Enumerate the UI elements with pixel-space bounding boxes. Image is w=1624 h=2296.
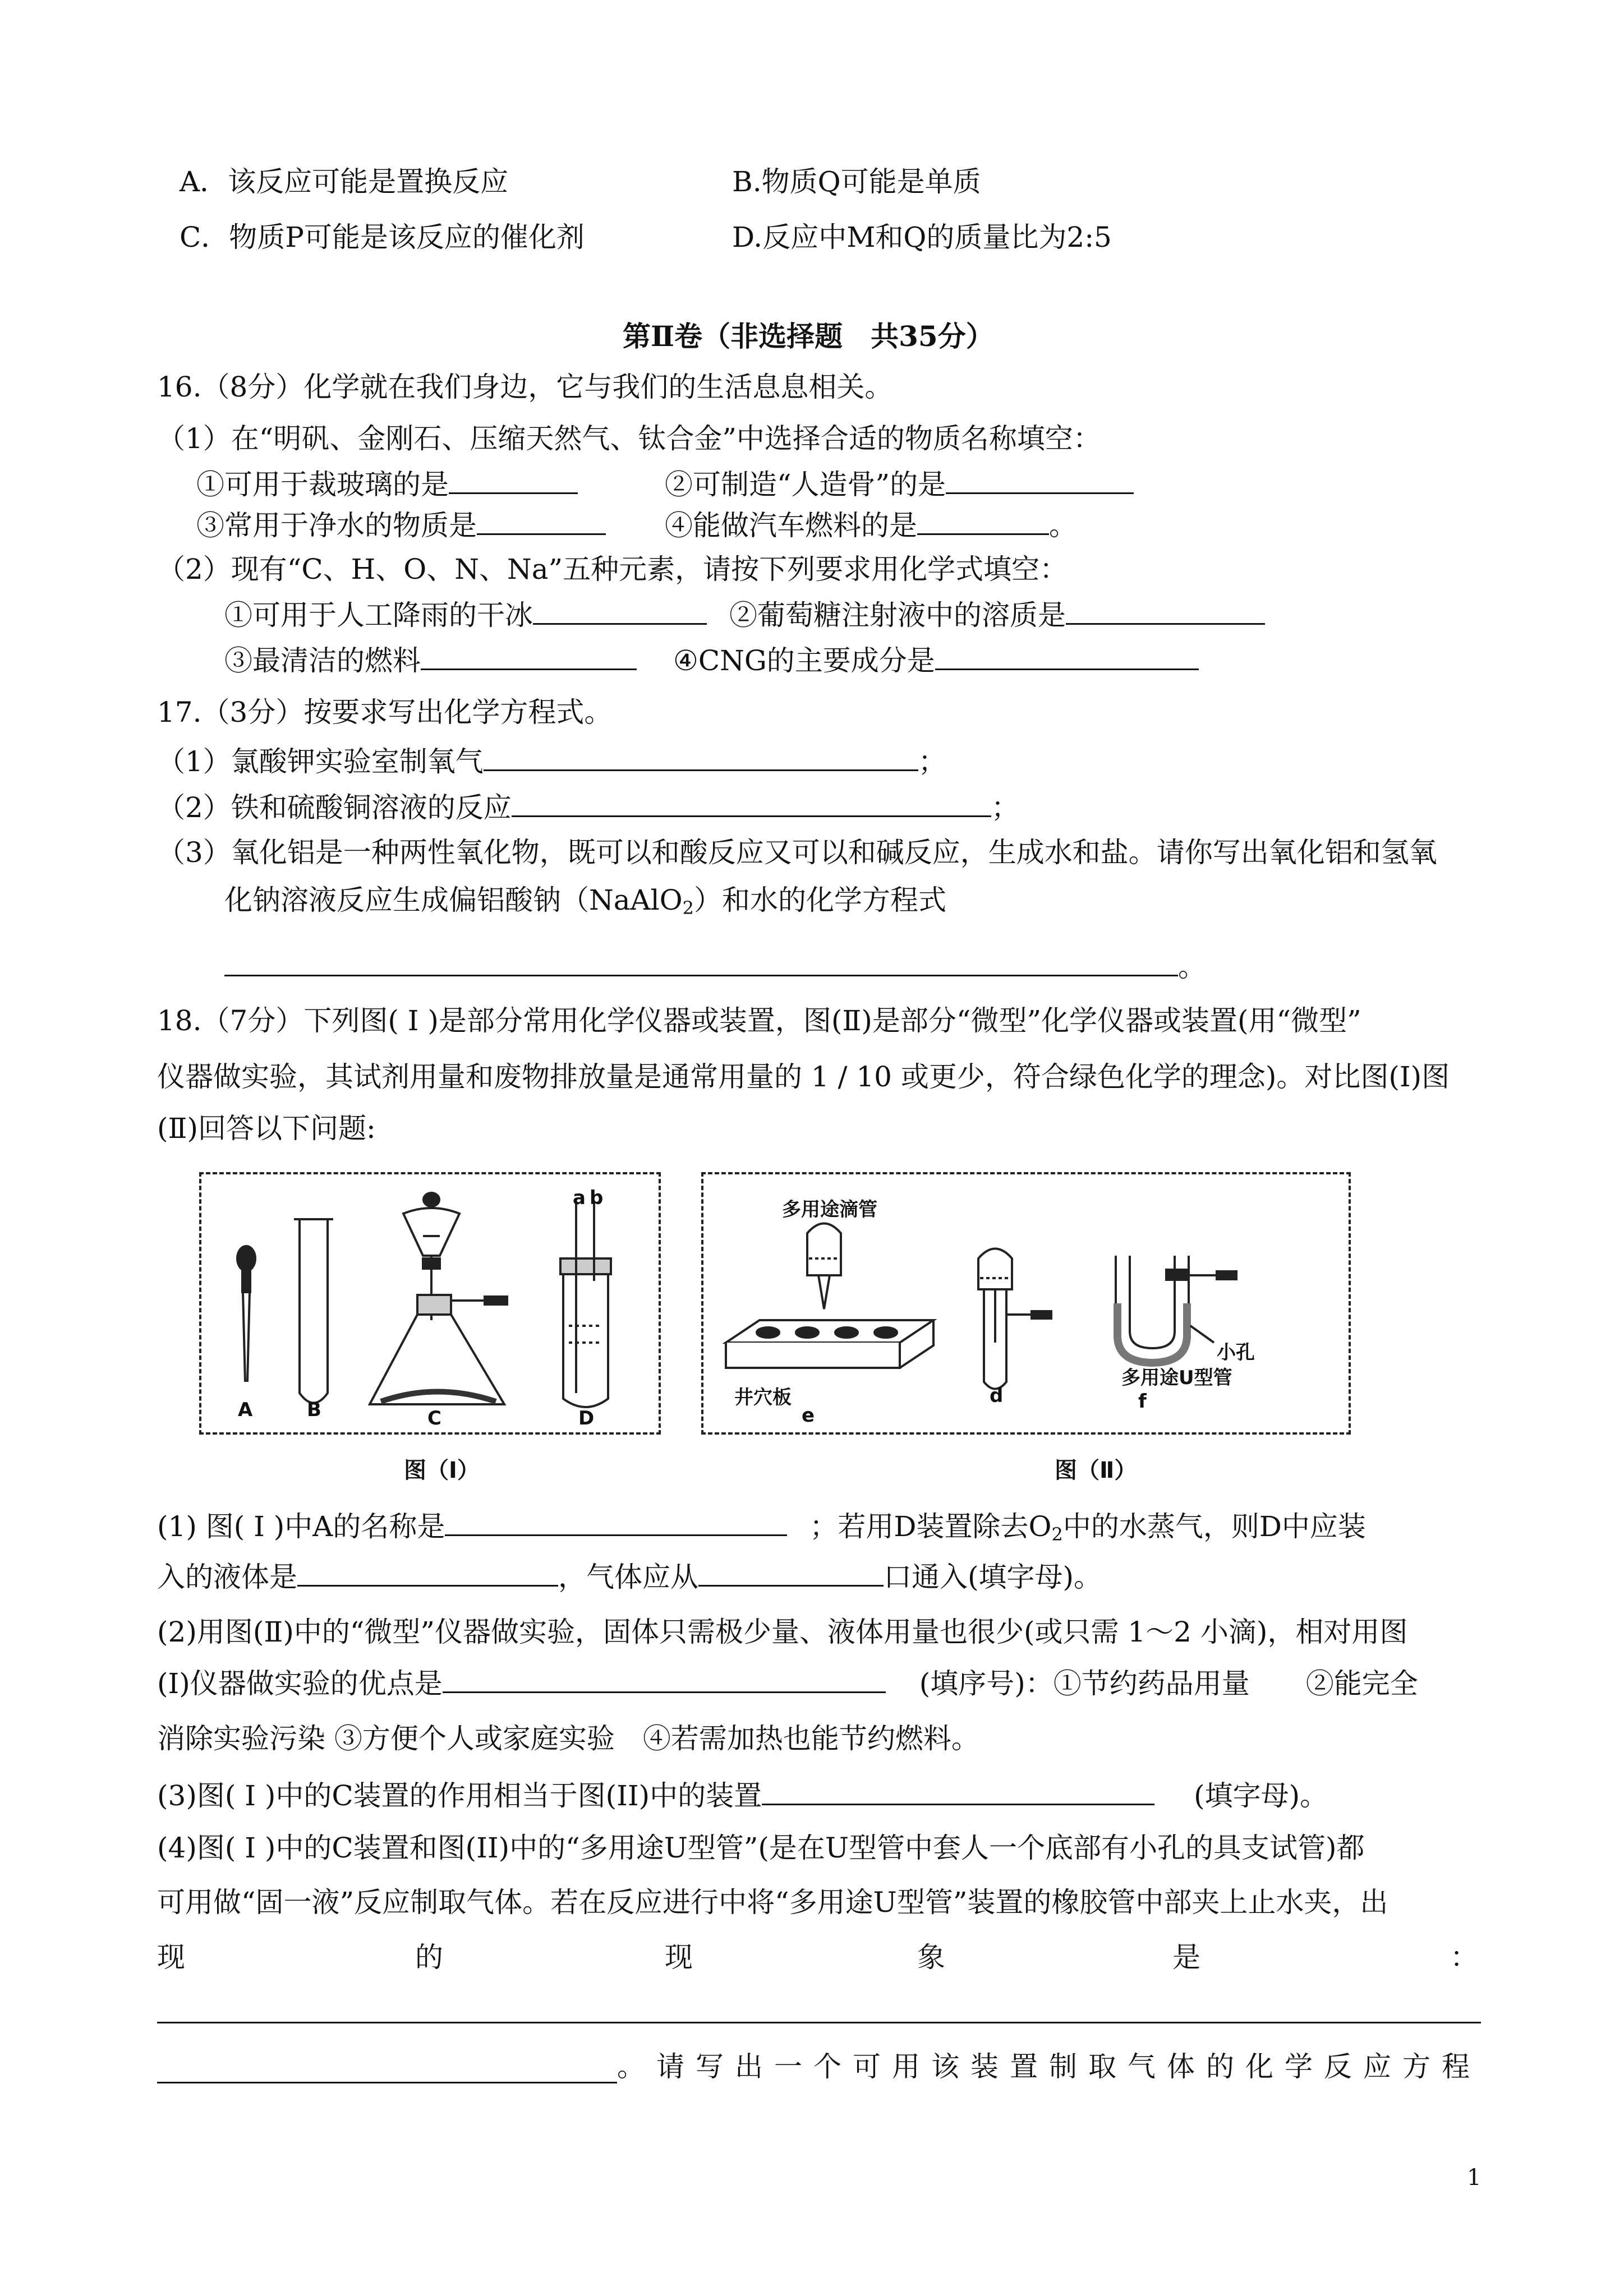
- q17-part2-text: （2）铁和硫酸铜溶液的反应: [157, 791, 512, 824]
- spread-char: 学: [1285, 2050, 1313, 2083]
- side-arm-tube-icon: [978, 1249, 1051, 1389]
- spread-char: 是: [1172, 1941, 1200, 1974]
- fig1-label-b: B: [307, 1399, 321, 1421]
- dropper-icon: [237, 1246, 255, 1382]
- fig2-letter-f: f: [1138, 1390, 1147, 1413]
- spread-char: 的: [415, 1941, 443, 1974]
- q18-sub4-spread-line: [157, 1940, 1481, 1974]
- q18-sub2-text-b: (填序号)：①节约药品用量 ②能完全: [919, 1667, 1418, 1700]
- fig2-letter-e: e: [802, 1404, 815, 1427]
- spread-char: 出: [735, 2050, 763, 2083]
- q16-item8-text: ④CNG的主要成分是: [673, 644, 935, 677]
- q16-item2: [665, 467, 1134, 501]
- spread-char: 现: [665, 1941, 693, 1974]
- spread-char: 应: [1363, 2050, 1391, 2083]
- q18-sub3: [157, 1778, 1328, 1813]
- q18-sub2-line3: 消除实验污染 ③方便个人或家庭实验 ④若需加热也能节约燃料。: [157, 1722, 979, 1755]
- q16-item5-text: ①可用于人工降雨的干冰: [224, 599, 533, 631]
- q18-sub1-line1: [157, 1509, 1366, 1551]
- q18-sub1-text-b: ；若用D装置除去O: [809, 1510, 1052, 1543]
- spread-char: 气: [1128, 2050, 1156, 2083]
- q17-stem: 17.（3分）按要求写出化学方程式。: [157, 696, 613, 729]
- q16-item3-text: ③常用于净水的物质是: [196, 509, 477, 542]
- q18-sub2-text-a: (Ⅰ)仪器做实验的优点是: [157, 1667, 443, 1700]
- answer-blank[interactable]: [1066, 597, 1265, 625]
- q16-item4-end: 。: [1049, 509, 1077, 542]
- answer-blank-full[interactable]: [157, 2022, 1481, 2023]
- spread-char: 体: [1167, 2050, 1195, 2083]
- q18-sub2-line2: [157, 1666, 1418, 1700]
- spread-char: 程: [1442, 2050, 1470, 2083]
- gas-washing-bottle-icon: [560, 1201, 611, 1407]
- q15-option-c: C．物质P可能是该反应的催化剂: [180, 221, 585, 253]
- answer-blank[interactable]: [443, 1666, 886, 1693]
- q18-sub3-text-b: (填字母)。: [1194, 1779, 1328, 1812]
- answer-blank[interactable]: [946, 467, 1134, 494]
- subscript: 2: [682, 897, 694, 919]
- q16-item1-text: ①可用于裁玻璃的是: [196, 468, 449, 501]
- answer-blank[interactable]: [917, 508, 1049, 535]
- answer-blank[interactable]: [484, 744, 918, 771]
- q16-item4: [665, 508, 1077, 542]
- answer-blank[interactable]: [512, 790, 991, 817]
- test-tube-icon: [294, 1219, 333, 1403]
- answer-blank[interactable]: [477, 508, 606, 535]
- q16-item3: [196, 508, 606, 542]
- figure-2-caption: 图（Ⅱ）: [1055, 1458, 1137, 1483]
- q16-part1: （1）在“明矾、金刚石、压缩天然气、钛合金”中选择合适的物质名称填空：: [157, 422, 1101, 455]
- q16-item1: [196, 467, 578, 501]
- label-multipurpose-dropper: 多用途滴管: [782, 1198, 877, 1221]
- q15-option-d: D.反应中M和Q的质量比为2:5: [732, 221, 1112, 253]
- spread-char: 可: [853, 2050, 881, 2083]
- spread-char: 请: [656, 2050, 684, 2083]
- figure-1-drawing: [201, 1174, 659, 1432]
- q18-sub2-line1: (2)用图(Ⅱ)中的“微型”仪器做实验，固体只需极少量、液体用量也很少(或只需 1～2 小滴)，相对用图: [157, 1616, 1408, 1648]
- spread-char: 用: [892, 2050, 920, 2083]
- spread-char: 该: [931, 2050, 959, 2083]
- q16-item4-text: ④能做汽车燃料的是: [665, 509, 917, 542]
- q17-part1-end: ；: [918, 745, 946, 778]
- q15-option-b: B.物质Q可能是单质: [732, 165, 981, 198]
- spread-char: 制: [1049, 2050, 1077, 2083]
- answer-blank[interactable]: [449, 467, 578, 494]
- q18-sub3-text-a: (3)图( Ⅰ )中的C装置的作用相当于图(II)中的装置: [157, 1779, 762, 1812]
- spread-char: ：: [1450, 1941, 1478, 1974]
- spread-char: 。: [617, 2050, 645, 2083]
- q17-part3-line2-b: ）和水的化学方程式: [694, 884, 947, 916]
- tube-label-a: a: [573, 1187, 586, 1209]
- q17-part2-end: ；: [991, 791, 1019, 824]
- answer-blank[interactable]: [935, 643, 1199, 670]
- spread-char: 现: [157, 1941, 185, 1974]
- fig1-label-c: C: [427, 1407, 441, 1430]
- spread-char: 化: [1245, 2050, 1273, 2083]
- label-well-plate: 井穴板: [734, 1386, 792, 1409]
- q16-item8: [673, 643, 1199, 677]
- q16-item7-text: ③最清洁的燃料: [224, 644, 421, 677]
- q16-item6-text: ②葡萄糖注射液中的溶质是: [729, 599, 1066, 631]
- q15-option-a: A．该反应可能是置换反应: [180, 165, 509, 198]
- q18-line1: 18.（7分）下列图( Ⅰ )是部分常用化学仪器或装置，图(Ⅱ)是部分“微型”化学仪器或装置(用“微型”: [157, 1004, 1361, 1037]
- q18-sub4-last-line: [617, 2050, 1481, 2083]
- subscript: 2: [1051, 1524, 1063, 1545]
- q18-sub1-text-f: 口通入(填字母)。: [884, 1561, 1102, 1593]
- q17-part1: [157, 744, 946, 778]
- flask-with-funnel-icon: [370, 1193, 507, 1404]
- answer-blank[interactable]: [533, 597, 707, 625]
- spread-char: 方: [1402, 2050, 1430, 2083]
- q17-part3-line2: [224, 883, 946, 925]
- q18-line2: 仪器做实验，其试剂用量和废物排放量是通常用量的 1 / 10 或更少，符合绿色化学的理念)。对比图(Ⅰ)图: [157, 1061, 1450, 1093]
- answer-blank[interactable]: [445, 1509, 787, 1536]
- spread-char: 反: [1324, 2050, 1352, 2083]
- q18-sub1-text-a: (1) 图( Ⅰ )中A的名称是: [157, 1510, 445, 1543]
- spread-char: 个: [813, 2050, 841, 2083]
- spread-char: 的: [1206, 2050, 1234, 2083]
- answer-blank[interactable]: [421, 643, 637, 670]
- multipurpose-dropper-icon: [807, 1224, 841, 1310]
- q17-part3-answer: [224, 949, 1206, 984]
- tube-label-b: b: [590, 1187, 604, 1209]
- q16-stem: 16.（8分）化学就在我们身边，它与我们的生活息息相关。: [157, 371, 893, 403]
- spread-char: 取: [1088, 2050, 1116, 2083]
- answer-blank[interactable]: [224, 949, 1178, 976]
- q17-part1-text: （1）氯酸钾实验室制氧气: [157, 745, 484, 778]
- label-u-tube: 多用途U型管: [1121, 1367, 1232, 1389]
- q16-part2: （2）现有“C、H、O、N、Na”五种元素，请按下列要求用化学式填空：: [157, 553, 1068, 585]
- page-number: 1: [1467, 2165, 1482, 2191]
- q18-sub4-line1: (4)图( Ⅰ )中的C装置和图(II)中的“多用途U型管”(是在U型管中套人一个底部有小孔的具支试管)都: [157, 1832, 1365, 1864]
- q16-item7: [224, 643, 637, 677]
- spread-char: 一: [774, 2050, 802, 2083]
- section-title: 第Ⅱ卷（非选择题 共35分）: [623, 320, 994, 353]
- q18-sub1-text-c: 中的水蒸气，则D中应装: [1062, 1510, 1366, 1543]
- spread-char: 置: [1010, 2050, 1038, 2083]
- answer-blank[interactable]: [297, 1559, 558, 1587]
- answer-blank[interactable]: [698, 1559, 884, 1587]
- q18-sub1-text-d: 入的液体是: [157, 1561, 297, 1593]
- fig2-letter-d: d: [990, 1385, 1004, 1407]
- q16-item6: [729, 597, 1265, 632]
- figure-1-caption: 图（Ⅰ）: [404, 1458, 480, 1483]
- answer-blank[interactable]: [762, 1778, 1154, 1805]
- fig1-label-a: A: [238, 1399, 253, 1421]
- well-plate-icon: [726, 1320, 933, 1368]
- q18-sub1-line2: [157, 1559, 1102, 1594]
- fig1-label-d: D: [578, 1407, 595, 1430]
- spread-char: 装: [970, 2050, 999, 2083]
- q18-sub4-line2: 可用做“固一液”反应制取气体。若在反应进行中将“多用途U型管”装置的橡胶管中部夹上止水夹，出: [157, 1886, 1388, 1919]
- q16-item2-text: ②可制造“人造骨”的是: [665, 468, 946, 501]
- q18-sub1-text-e: ，气体应从: [558, 1561, 698, 1593]
- q17-part3-line1: （3）氧化铝是一种两性氧化物，既可以和酸反应又可以和碱反应，生成水和盐。请你写出氧化铝和氢氧: [157, 836, 1437, 869]
- q17-part2: [157, 790, 1019, 824]
- figure-2-frame: [701, 1172, 1351, 1435]
- q17-part3-end: 。: [1178, 951, 1206, 983]
- figure-1-frame: [199, 1172, 661, 1435]
- label-small-hole: 小孔: [1217, 1341, 1255, 1364]
- q17-part3-line2-a: 化钠溶液反应生成偏铝酸钠（NaAlO: [224, 884, 683, 916]
- spread-char: 象: [917, 1941, 945, 1974]
- q18-line3: (Ⅱ)回答以下问题:: [157, 1112, 376, 1145]
- answer-blank[interactable]: [157, 2082, 617, 2083]
- spread-char: 写: [696, 2050, 724, 2083]
- q16-item5: [224, 597, 707, 632]
